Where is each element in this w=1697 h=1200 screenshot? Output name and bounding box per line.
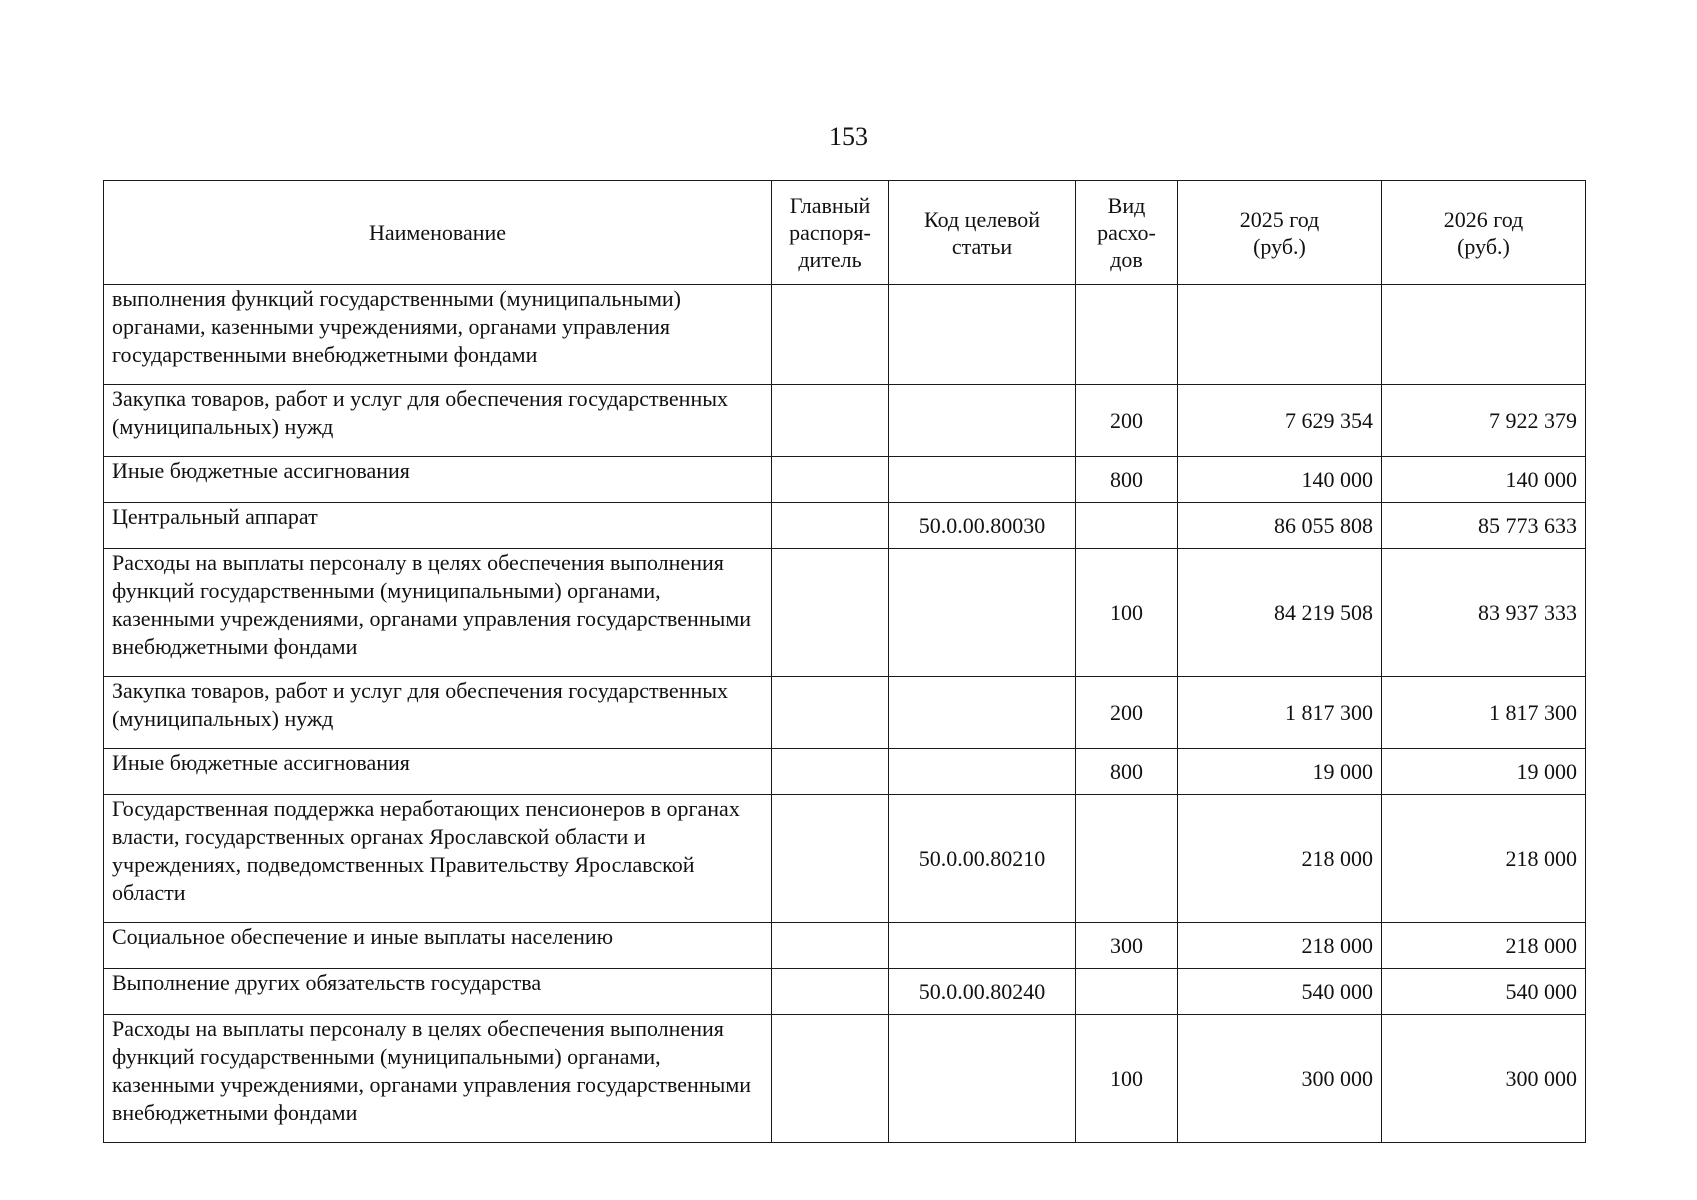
table-header <box>104 181 1586 285</box>
row-name: Иные бюджетные ассигнования <box>104 457 772 503</box>
row-amount-2026: 7 922 379 <box>1382 385 1586 457</box>
row-amount-2026: 1 817 300 <box>1382 677 1586 749</box>
row-name: Государственная поддержка неработающих пенсионеров в органах власти, государственных органах Ярославской области и учреждениях, подведомственных Правительству Ярославской области <box>104 795 772 923</box>
row-main-manager <box>772 285 889 385</box>
row-amount-2026: 19 000 <box>1382 749 1586 795</box>
row-main-manager <box>772 795 889 923</box>
row-amount-2025: 86 055 808 <box>1178 503 1382 549</box>
header-year-2025: 2025 год (руб.) <box>1178 181 1382 285</box>
row-main-manager <box>772 1015 889 1143</box>
row-target-code <box>889 1015 1076 1143</box>
budget-table <box>103 180 1586 1143</box>
row-amount-2026: 85 773 633 <box>1382 503 1586 549</box>
row-target-code <box>889 549 1076 677</box>
row-expense-type <box>1076 503 1178 549</box>
row-amount-2025: 140 000 <box>1178 457 1382 503</box>
header-name: Наименование <box>104 181 772 285</box>
row-expense-type: 100 <box>1076 1015 1178 1143</box>
table-row <box>104 385 1586 457</box>
row-amount-2026: 300 000 <box>1382 1015 1586 1143</box>
row-target-code <box>889 385 1076 457</box>
row-amount-2026 <box>1382 285 1586 385</box>
row-target-code <box>889 923 1076 969</box>
table-body <box>104 285 1586 1143</box>
row-main-manager <box>772 923 889 969</box>
row-main-manager <box>772 749 889 795</box>
row-amount-2025: 300 000 <box>1178 1015 1382 1143</box>
row-name: Иные бюджетные ассигнования <box>104 749 772 795</box>
row-expense-type: 800 <box>1076 457 1178 503</box>
row-amount-2026: 218 000 <box>1382 923 1586 969</box>
row-amount-2025: 1 817 300 <box>1178 677 1382 749</box>
header-year-2026: 2026 год (руб.) <box>1382 181 1586 285</box>
table-row <box>104 677 1586 749</box>
row-main-manager <box>772 457 889 503</box>
row-amount-2025: 218 000 <box>1178 923 1382 969</box>
row-expense-type <box>1076 969 1178 1015</box>
row-name: Выполнение других обязательств государства <box>104 969 772 1015</box>
row-amount-2026: 540 000 <box>1382 969 1586 1015</box>
row-main-manager <box>772 549 889 677</box>
row-amount-2025: 7 629 354 <box>1178 385 1382 457</box>
row-expense-type: 300 <box>1076 923 1178 969</box>
row-expense-type: 100 <box>1076 549 1178 677</box>
row-name: Центральный аппарат <box>104 503 772 549</box>
row-main-manager <box>772 677 889 749</box>
row-target-code <box>889 677 1076 749</box>
row-expense-type: 800 <box>1076 749 1178 795</box>
row-amount-2026: 83 937 333 <box>1382 549 1586 677</box>
row-amount-2025: 540 000 <box>1178 969 1382 1015</box>
header-expense-type: Вид расхо-дов <box>1076 181 1178 285</box>
row-target-code <box>889 749 1076 795</box>
table-row <box>104 285 1586 385</box>
row-name: Расходы на выплаты персоналу в целях обеспечения выполнения функций государственными (муниципальными) органами, казенными учреждениями, органами управления государственными внебюджетными фондами <box>104 1015 772 1143</box>
row-name: Закупка товаров, работ и услуг для обеспечения государственных (муниципальных) нужд <box>104 677 772 749</box>
row-target-code: 50.0.00.80240 <box>889 969 1076 1015</box>
table-row <box>104 923 1586 969</box>
header-target-code: Код целевой статьи <box>889 181 1076 285</box>
table-row <box>104 457 1586 503</box>
table-row <box>104 1015 1586 1143</box>
row-main-manager <box>772 385 889 457</box>
row-main-manager <box>772 969 889 1015</box>
row-target-code <box>889 285 1076 385</box>
row-amount-2025: 19 000 <box>1178 749 1382 795</box>
header-main-manager: Главный распоря-дитель <box>772 181 889 285</box>
row-expense-type <box>1076 795 1178 923</box>
row-expense-type: 200 <box>1076 385 1178 457</box>
table-row <box>104 749 1586 795</box>
table-row <box>104 795 1586 923</box>
row-main-manager <box>772 503 889 549</box>
row-name: выполнения функций государственными (муниципальными) органами, казенными учреждениями, органами управления государственными внебюджетными фондами <box>104 285 772 385</box>
row-target-code <box>889 457 1076 503</box>
table-row <box>104 549 1586 677</box>
row-expense-type: 200 <box>1076 677 1178 749</box>
row-target-code: 50.0.00.80030 <box>889 503 1076 549</box>
row-amount-2026: 140 000 <box>1382 457 1586 503</box>
table-row <box>104 969 1586 1015</box>
row-target-code: 50.0.00.80210 <box>889 795 1076 923</box>
table-row <box>104 503 1586 549</box>
page-number: 153 <box>829 122 868 151</box>
row-name: Закупка товаров, работ и услуг для обеспечения государственных (муниципальных) нужд <box>104 385 772 457</box>
row-amount-2025: 218 000 <box>1178 795 1382 923</box>
row-name: Расходы на выплаты персоналу в целях обеспечения выполнения функций государственными (муниципальными) органами, казенными учреждениями, органами управления государственными внебюджетными фондами <box>104 549 772 677</box>
row-expense-type <box>1076 285 1178 385</box>
row-amount-2026: 218 000 <box>1382 795 1586 923</box>
row-name: Социальное обеспечение и иные выплаты населению <box>104 923 772 969</box>
row-amount-2025: 84 219 508 <box>1178 549 1382 677</box>
row-amount-2025 <box>1178 285 1382 385</box>
